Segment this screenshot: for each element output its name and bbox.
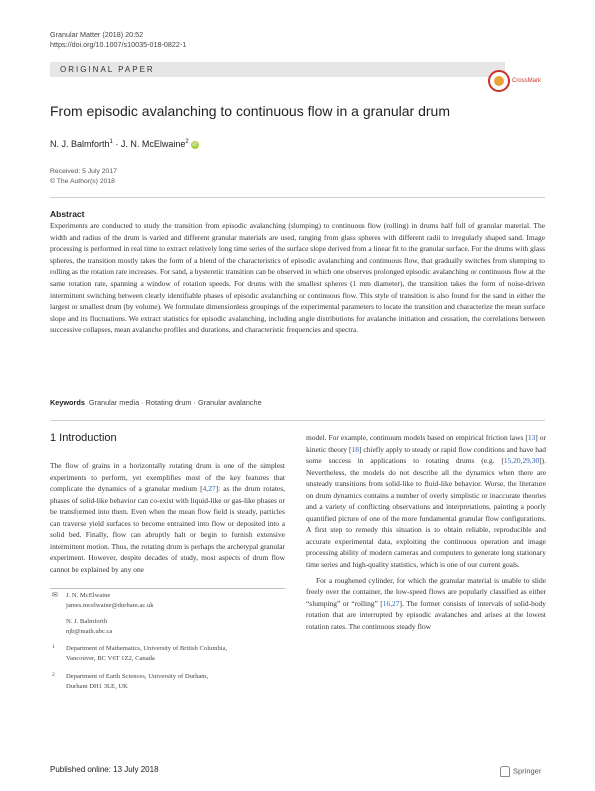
keywords (50, 398, 262, 407)
divider (50, 420, 545, 421)
divider (50, 197, 545, 198)
journal-info (50, 30, 186, 50)
citation-link[interactable]: 13 (527, 433, 536, 442)
crossmark-label: CrossMark (512, 78, 542, 84)
abstract-heading: Abstract (50, 209, 85, 219)
copyright: © The Author(s) 2018 (50, 178, 115, 185)
author-name: J. N. McElwaine (66, 592, 111, 599)
article-type-banner: ORIGINAL PAPER (50, 62, 505, 77)
intro-paragraph: For a roughened cylinder, for which the granular material is unable to slide freely over the container, the low-speed flows are popularly classified as either “slumping” or “rolling” [16,27]. The former consists of intervals of solid-body rotation that are interrupted by episodic avalanches and arises at the lowest rotation rates. The continuous steady flow (306, 575, 546, 631)
author-2-affiliation: 2 (185, 139, 189, 145)
affiliation: Department of Mathematics, University of British Columbia, Vancouver, BC V6T 1Z2, Canada (66, 645, 228, 662)
author-separator: · (112, 139, 121, 149)
abstract-text: Experiments are conducted to study the transition from episodic avalanching (slumping) to continuous flow (rolling) in drums half full of granular material. The width and radius of the drum is varied and different granular materials are used, ranging from glass spheres with different radii to irregularly shaped sand. Image processing is performed in real time to extract relatively long time series of the surface slope derived from a linear fit to the granular surface. For the drums with glass spheres, the transition mostly takes the form of a blend of the characteristics of episodic avalanching and continuous flow, that gradually switches from slumping to rolling as the rotation rate increases. For sand, a hysteretic transition can be observed in which one observes prolonged episodic avalanching or continuous flow at the same rotation rate, spanning a window of rotation speeds. For drums with the smallest spheres (1 mm diameter), the transition takes the form of noise-driven intermittent switching between clearly identifiable phases of episodic avalanching or continuous flow. This style of transition is also found for the sand in either the largest or smallest drum (by volume). We formulate dimensionless groupings of the experimental parameters to locate the transition and characterize the mean surface slope and its fluctuations. We extract statistics for episodic avalanching, including angle distributions for avalanche initiation and cessation, the correlations between successive collapses, mean avalanche profiles and durations, and characteristic frequencies and spectra. (50, 221, 545, 335)
doi-link[interactable]: https://doi.org/10.1007/s10035-018-0822-1 (50, 40, 187, 49)
citation-link[interactable]: 18 (351, 444, 359, 454)
publisher-logo (500, 766, 541, 777)
author-1-affiliation: 1 (109, 139, 113, 145)
intro-paragraph: The flow of grains in a horizontally rotating drum is one of the simplest experiments to perform, yet exemplifies most of the key features that complicate the dynamics of a granular medium [4,27]: as the drum rotates, phases of solid-like behavior can co-exist with liquid-like or gas-like phases or be transformed into them. Even when the mean flow field is steady, particles can traverse yield surfaces to become entrained into flow or deposited into a solid bed. Finally, flow can abruptly halt or begin to furnish extensive intermittent motion. Thus, the rotating drum is perhaps the archetypal granular experiment. However, despite decades of study, most aspects of drum flow cannot be explained by any one (50, 461, 285, 574)
affiliation-number: 1 (52, 644, 55, 650)
intro-left-column (50, 460, 285, 575)
author-name: N. J. Balmforth (66, 618, 108, 625)
journal-citation: Granular Matter (2018) 20:52 (50, 30, 144, 39)
envelope-icon: ✉ (52, 591, 58, 599)
citation-link[interactable]: 16,27 (382, 598, 400, 608)
author-1[interactable]: N. J. Balmforth (50, 139, 110, 149)
footnote-divider (50, 588, 285, 589)
orcid-icon[interactable]: iD (192, 141, 198, 148)
author-email[interactable]: njb@math.ubc.ca (66, 627, 113, 635)
citation-link[interactable]: 4,27 (202, 484, 216, 494)
received-date: Received: 5 July 2017 (50, 168, 117, 175)
author-2[interactable]: J. N. McElwaine (120, 139, 186, 149)
springer-horse-icon (500, 766, 510, 777)
crossmark-icon (488, 70, 510, 92)
corresponding-author (66, 591, 154, 610)
intro-paragraph: model. For example, continuum models based on empirical friction laws [13] or kinetic theory [18] chiefly apply to steady or rapid flow conditions and have had some success in applications to rotating drums (e.g. [15,20,29,30]). Nevertheless, the models do not describe all the dynamics when there are unsteady transitions from solid-like to fluid-like behavior. Worse, the literature on drum dynamics contains a number of overly simplistic or inaccurate theories and a variety of conflicting observations and interpretations, painting a poorly quantified picture of one of the more fundamental granular flow configurations. A first step to remedy this situation is to obtain reliable, reproducible and accurate experimental data, exploiting the continuous operation and image processing ability of modern cameras and computers to generate long stationary time series and high-quality statistics, which is one of our current goals. (306, 433, 546, 570)
author-email[interactable]: james.mcelwaine@durham.ac.uk (66, 601, 154, 609)
section-heading: 1 Introduction (50, 432, 117, 444)
keywords-label: Keywords (50, 398, 85, 407)
corresponding-author (66, 617, 112, 636)
citation-link[interactable]: 15,20,29,30 (503, 456, 540, 466)
crossmark-badge[interactable] (488, 70, 548, 92)
publisher-name: Springer (513, 766, 542, 776)
article-title: From episodic avalanching to continuous flow in a granular drum (50, 103, 450, 119)
article-dates (50, 167, 117, 187)
affiliation-number: 2 (52, 672, 55, 678)
keywords-list: Granular media · Rotating drum · Granular avalanche (88, 398, 262, 407)
intro-right-column (306, 432, 546, 632)
author-list (50, 139, 199, 149)
published-date: Published online: 13 July 2018 (50, 765, 159, 774)
affiliation: Department of Earth Sciences, University of Durham, Durham DH1 3LE, UK (66, 673, 209, 690)
